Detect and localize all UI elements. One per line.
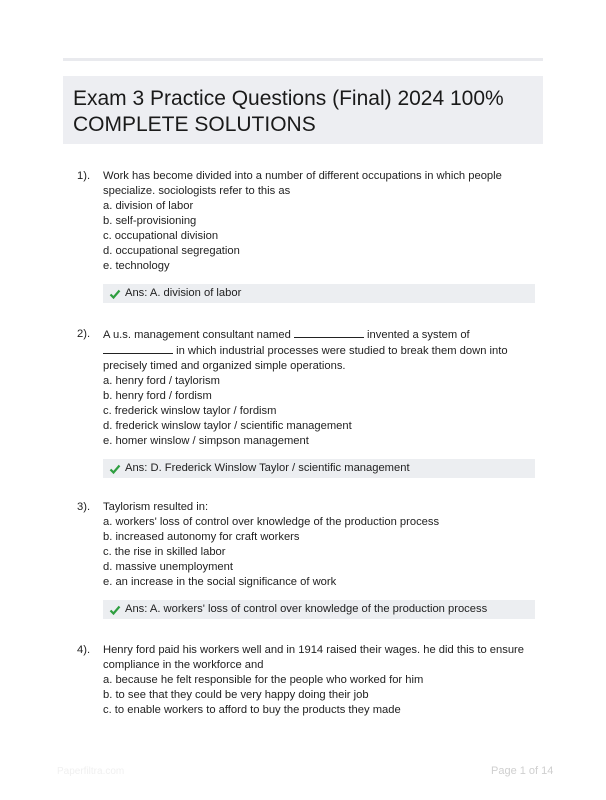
check-icon: [109, 463, 121, 475]
question-2: [77, 327, 535, 478]
answer-box: [103, 600, 535, 619]
option: b. increased autonomy for craft workers: [103, 531, 300, 543]
option: c. to enable workers to afford to buy the products they made: [103, 704, 401, 716]
option: a. because he felt responsible for the people who worked for him: [103, 674, 424, 686]
option: e. technology: [103, 260, 170, 272]
answer-text: Ans: A. workers' loss of control over knowledge of the production process: [125, 603, 488, 615]
option: a. workers' loss of control over knowledge of the production process: [103, 516, 440, 528]
check-icon: [109, 604, 121, 616]
answer-box: [103, 459, 535, 478]
question-text: [103, 327, 535, 374]
answer-text: Ans: D. Frederick Winslow Taylor / scientific management: [125, 462, 410, 474]
page-title: Exam 3 Practice Questions (Final) 2024 100% COMPLETE SOLUTIONS: [73, 87, 504, 136]
option: b. to see that they could be very happy doing their job: [103, 689, 369, 701]
question-text: Taylorism resulted in:: [103, 501, 209, 513]
answer-blank: [294, 327, 364, 338]
option: b. henry ford / fordism: [103, 390, 212, 402]
option: c. occupational division: [103, 230, 219, 242]
answer-box: [103, 284, 535, 303]
option: a. henry ford / taylorism: [103, 375, 220, 387]
question-3: [77, 500, 535, 619]
option: c. frederick winslow taylor / fordism: [103, 405, 277, 417]
question-number: 3).: [77, 501, 91, 513]
question-4: [77, 643, 535, 718]
option: d. occupational segregation: [103, 245, 240, 257]
question-text-part: A u.s. management consultant named: [103, 329, 291, 341]
check-icon: [109, 288, 121, 300]
option: e. homer winslow / simpson management: [103, 435, 309, 447]
question-1: [77, 169, 535, 303]
question-number: 1).: [77, 170, 91, 182]
option: d. massive unemployment: [103, 561, 233, 573]
answer-blank: [103, 343, 173, 354]
top-divider: [63, 58, 543, 61]
option: a. division of labor: [103, 200, 194, 212]
option: e. an increase in the social significance of work: [103, 576, 337, 588]
option: c. the rise in skilled labor: [103, 546, 226, 558]
question-number: 2).: [77, 328, 91, 340]
question-number: 4).: [77, 644, 91, 656]
answer-text: Ans: A. division of labor: [125, 287, 242, 299]
title-banner: [63, 76, 543, 144]
option: b. self-provisioning: [103, 215, 197, 227]
page-number: Page 1 of 14: [491, 765, 554, 777]
option: d. frederick winslow taylor / scientific management: [103, 420, 352, 432]
question-text: Work has become divided into a number of different occupations in which people specialize. sociologists refer to this as: [103, 170, 502, 197]
footer-watermark: Paperfiltra.com: [57, 766, 125, 777]
question-text: Henry ford paid his workers well and in 1914 raised their wages. he did this to ensure compliance in the workforce and: [103, 644, 525, 671]
question-text-part: in which industrial processes were studied to break them down into precisely timed and organized simple operations.: [103, 345, 508, 372]
question-text-part: invented a system of: [367, 329, 470, 341]
